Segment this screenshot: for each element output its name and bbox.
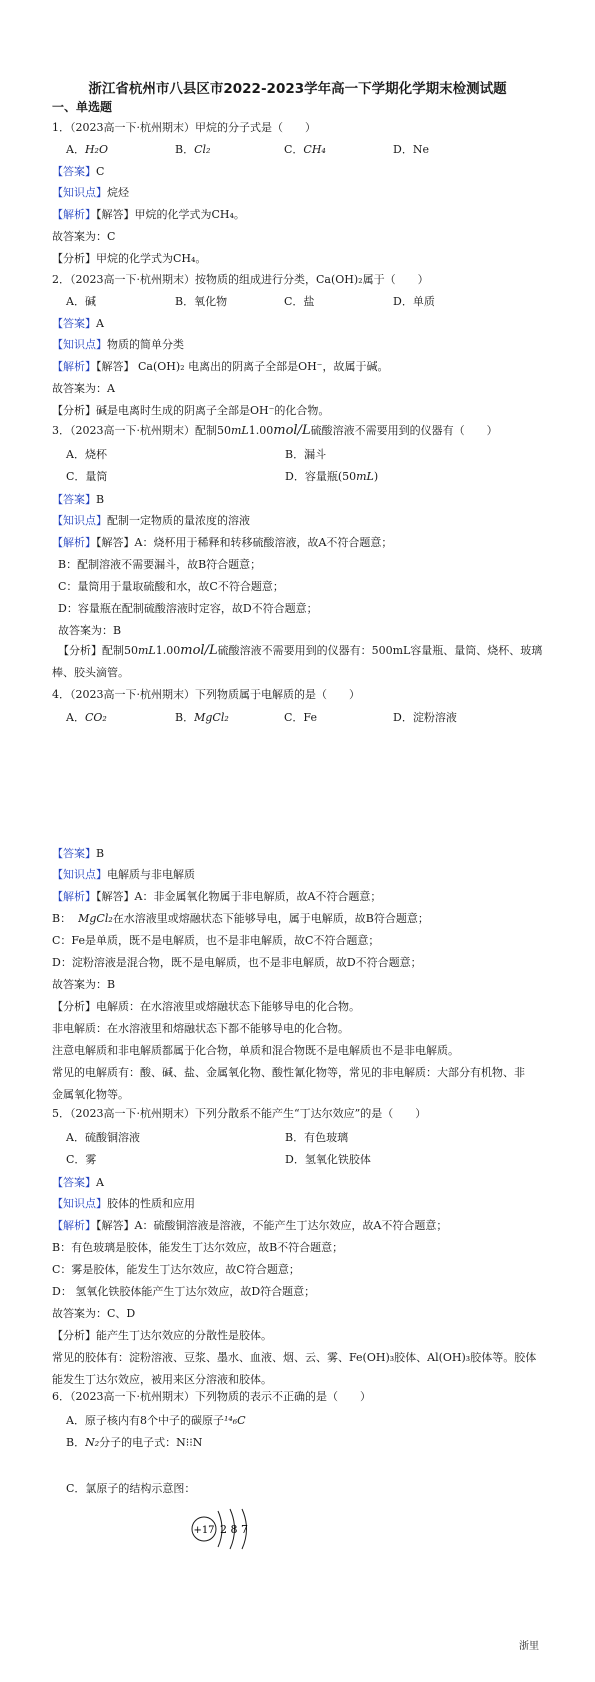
q5-stem: 5．（2023高一下·杭州期末）下列分散系不能产生“丁达尔效应”的是（ ） [52, 1107, 427, 1120]
q5-option-c: C．雾 [66, 1153, 97, 1166]
section-heading: 一、单选题 [52, 100, 113, 114]
q1-fenxi: 【分析】甲烷的化学式为CH₄。 [52, 252, 207, 265]
q6-option-a: A．原子核内有8个中子的碳原子¹⁴₆C [66, 1414, 246, 1427]
q3-analysis-line: D：容量瓶在配制硫酸溶液时定容，故D不符合题意； [58, 602, 318, 615]
q5-analysis-line: C：雾是胶体，能发生丁达尔效应，故C符合题意； [52, 1263, 300, 1276]
q6-option-c: C．氯原子的结构示意图： [66, 1482, 196, 1495]
q1-answer: 【答案】C [52, 165, 105, 178]
chlorine-atom-structure-diagram [190, 1507, 270, 1551]
q4-final-answer: 故答案为：B [52, 978, 116, 991]
q4-option-d: D．淀粉溶液 [393, 711, 457, 724]
q3-option-a: A．烧杯 [66, 448, 107, 461]
q5-analysis-line: B：有色玻璃是胶体，能发生丁达尔效应，故B不符合题意； [52, 1241, 344, 1254]
q3-option-c: C．量筒 [66, 470, 108, 483]
q5-analysis: 【解析】【解答】A：硫酸铜溶液是溶液，不能产生丁达尔效应，故A不符合题意； [52, 1219, 448, 1232]
q5-analysis-line: D： 氢氧化铁胶体能产生丁达尔效应，故D符合题意； [52, 1285, 316, 1298]
q1-option-a: A．H₂O [66, 143, 108, 156]
q4-analysis-line: D：淀粉溶液是混合物，既不是电解质，也不是非电解质，故D不符合题意； [52, 956, 422, 969]
page-title: 浙江省杭州市八县区市2022-2023学年高一下学期化学期末检测试题 [88, 81, 507, 97]
q3-analysis: 【解析】【解答】A：烧杯用于稀释和转移硫酸溶液，故A不符合题意； [52, 536, 393, 549]
q5-final-answer: 故答案为：C、D [52, 1307, 136, 1320]
q5-knowledge-point: 【知识点】胶体的性质和应用 [52, 1197, 195, 1210]
q1-option-d: D．Ne [393, 143, 429, 156]
q3-final-answer: 故答案为：B [58, 624, 122, 637]
q1-stem: 1．（2023高一下·杭州期末）甲烷的分子式是（ ） [52, 121, 316, 134]
q2-option-b: B．氧化物 [175, 295, 228, 308]
atom-nucleus-label: +17 [193, 1525, 215, 1536]
page-footer: 浙里 [519, 1641, 539, 1652]
q4-analysis-line: C：Fe是单质，既不是电解质，也不是非电解质，故C不符合题意； [52, 934, 380, 947]
q1-option-c: C．CH₄ [284, 143, 326, 156]
q2-knowledge-point: 【知识点】物质的简单分类 [52, 338, 184, 351]
q2-final-answer: 故答案为：A [52, 382, 115, 395]
q1-knowledge-point: 【知识点】烷烃 [52, 186, 129, 199]
q4-option-c: C．Fe [284, 711, 317, 724]
q4-analysis-line: B： MgCl₂在水溶液里或熔融状态下能够导电，属于电解质，故B符合题意； [52, 912, 429, 925]
q3-option-b: B．漏斗 [285, 448, 327, 461]
q3-fenxi: 【分析】配制50mL1.00mol/L硫酸溶液不需要用到的仪器有：500mL容量瓶、量筒、烧杯、玻璃 [58, 643, 543, 658]
q3-analysis-line: C：量筒用于量取硫酸和水，故C不符合题意； [58, 580, 284, 593]
q2-analysis: 【解析】【解答】 Ca(OH)₂ 电离出的阴离子全部是OH⁻，故属于碱。 [52, 360, 389, 373]
q2-option-d: D．单质 [393, 295, 435, 308]
q3-answer: 【答案】B [52, 493, 105, 506]
atom-shells-label: 2 8 7 [220, 1523, 248, 1536]
q4-stem: 4．（2023高一下·杭州期末）下列物质属于电解质的是（ ） [52, 688, 360, 701]
q4-fenxi-line: 常见的电解质有：酸、碱、盐、金属氧化物、酸性氰化物等，常见的非电解质：大部分有机物、非 [52, 1066, 525, 1079]
q3-analysis-line: B：配制溶液不需要漏斗，故B符合题意； [58, 558, 262, 571]
q3-stem: 3．（2023高一下·杭州期末）配制50mL1.00mol/L硫酸溶液不需要用到的仪器有（ ） [52, 423, 498, 438]
q5-fenxi-line: 能发生丁达尔效应，被用来区分溶液和胶体。 [52, 1373, 272, 1386]
q2-option-c: C．盐 [284, 295, 315, 308]
q5-fenxi: 【分析】能产生丁达尔效应的分散性是胶体。 [52, 1329, 272, 1342]
q4-knowledge-point: 【知识点】电解质与非电解质 [52, 868, 195, 881]
q5-option-d: D．氢氧化铁胶体 [285, 1153, 371, 1166]
q1-final-answer: 故答案为：C [52, 230, 116, 243]
q2-answer: 【答案】A [52, 317, 104, 330]
q1-option-b: B．Cl₂ [175, 143, 211, 156]
q2-stem: 2．（2023高一下·杭州期末）按物质的组成进行分类，Ca(OH)₂属于（ ） [52, 273, 429, 286]
q4-answer: 【答案】B [52, 847, 105, 860]
q5-fenxi-line: 常见的胶体有：淀粉溶液、豆浆、墨水、血液、烟、云、雾、Fe(OH)₃胶体、Al(OH)₃胶体等。胶体 [52, 1351, 537, 1364]
q4-analysis: 【解析】【解答】A：非金属氧化物属于非电解质，故A不符合题意； [52, 890, 382, 903]
q6-stem: 6．（2023高一下·杭州期末）下列物质的表示不正确的是（ ） [52, 1390, 371, 1403]
q5-answer: 【答案】A [52, 1176, 104, 1189]
q4-option-b: B．MgCl₂ [175, 711, 229, 724]
q5-option-a: A．硫酸铜溶液 [66, 1131, 140, 1144]
q1-analysis: 【解析】【解答】甲烷的化学式为CH₄。 [52, 208, 245, 221]
q4-fenxi-line: 非电解质：在水溶液里和熔融状态下都不能够导电的化合物。 [52, 1022, 349, 1035]
q4-fenxi-line: 金属氧化物等。 [52, 1088, 129, 1101]
q4-fenxi: 【分析】电解质：在水溶液里或熔融状态下能够导电的化合物。 [52, 1000, 360, 1013]
q2-fenxi: 【分析】碱是电离时生成的阴离子全部是OH⁻的化合物。 [52, 404, 330, 417]
q3-option-d: D．容量瓶(50mL) [285, 470, 379, 483]
q2-option-a: A．碱 [66, 295, 96, 308]
q6-option-b: B．N₂分子的电子式：N⁝⁝N [66, 1436, 203, 1449]
q4-option-a: A．CO₂ [66, 711, 107, 724]
q4-fenxi-line: 注意电解质和非电解质都属于化合物，单质和混合物既不是电解质也不是非电解质。 [52, 1044, 459, 1057]
q3-knowledge-point: 【知识点】配制一定物质的量浓度的溶液 [52, 514, 250, 527]
q5-option-b: B．有色玻璃 [285, 1131, 349, 1144]
q3-fenxi-line: 棒、胶头滴管。 [52, 666, 129, 679]
